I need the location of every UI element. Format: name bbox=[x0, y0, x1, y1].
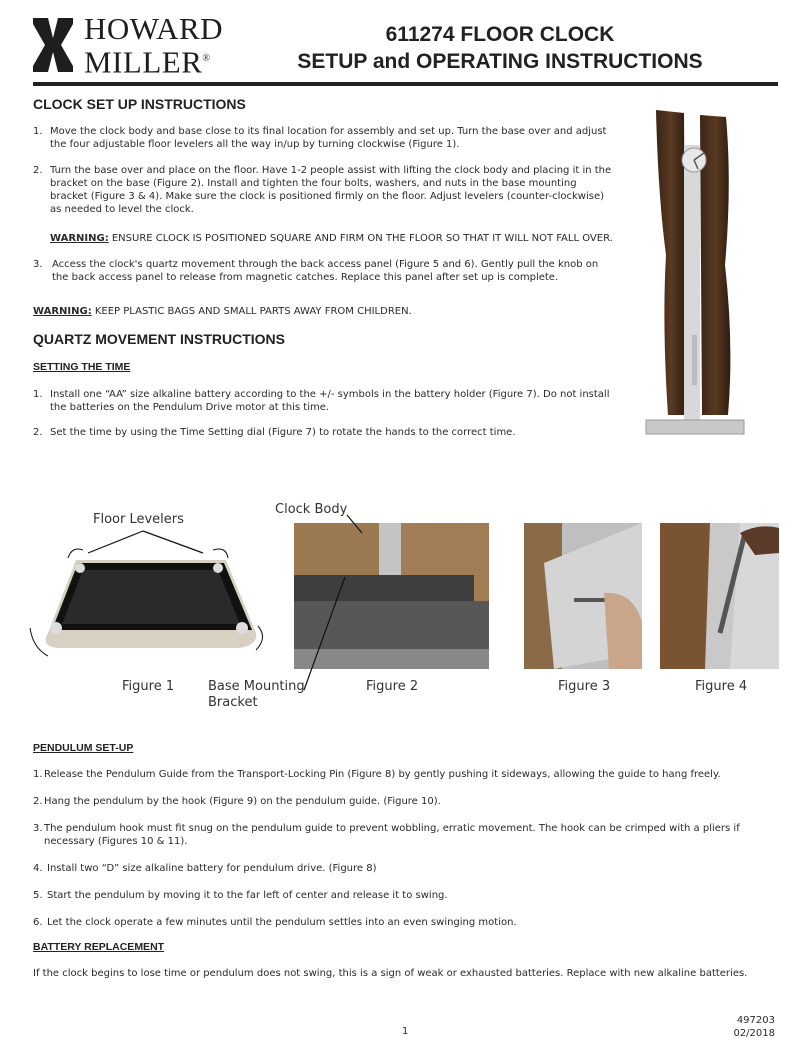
clock-body-label: Clock Body bbox=[275, 502, 348, 517]
list-item: 1. Move the clock body and base close to its final location for assembly and set up. Turn the base over and adjust the four adjustable floor levelers all the way in/up by turning clockwise (Figure 1). bbox=[33, 126, 607, 150]
figure-3-caption: Figure 3 bbox=[558, 679, 611, 694]
pendulum-heading: PENDULUM SET-UP bbox=[33, 742, 134, 754]
quartz-list bbox=[33, 388, 618, 448]
figure-2-caption: Figure 2 bbox=[366, 679, 419, 694]
floor-clock-illustration bbox=[640, 105, 750, 445]
logo-line-1: HOWARD bbox=[84, 11, 224, 46]
setup-heading: CLOCK SET UP INSTRUCTIONS bbox=[33, 96, 246, 112]
document-code: 497203 02/2018 bbox=[733, 1015, 775, 1039]
list-item: 6. Let the clock operate a few minutes until the pendulum settles into an even swinging motion. bbox=[33, 917, 517, 928]
quartz-heading: QUARTZ MOVEMENT INSTRUCTIONS bbox=[33, 331, 285, 347]
setting-time-heading: SETTING THE TIME bbox=[33, 361, 131, 373]
page-number: 1 bbox=[402, 1026, 409, 1037]
setup-warning: WARNING: ENSURE CLOCK IS POSITIONED SQUARE AND FIRM ON THE FLOOR SO THAT IT WILL NOT FALL OVER. bbox=[50, 233, 613, 244]
base-tray-figure bbox=[28, 528, 273, 663]
header-divider bbox=[33, 82, 778, 86]
battery-heading: BATTERY REPLACEMENT bbox=[33, 941, 165, 953]
list-item: 2. Hang the pendulum by the hook (Figure 9) on the pendulum guide. (Figure 10). bbox=[33, 796, 441, 807]
logo-line-2: MILLER® bbox=[84, 44, 211, 80]
bolt-figure-photo bbox=[524, 523, 642, 669]
title-line-2: SETUP and OPERATING INSTRUCTIONS bbox=[297, 50, 703, 73]
figure-4-caption: Figure 4 bbox=[695, 679, 748, 694]
wrench-figure-photo bbox=[660, 523, 779, 669]
list-item: 1. Release the Pendulum Guide from the Transport-Locking Pin (Figure 8) by gently pushing it sideways, allowing the guide to hang freely. bbox=[33, 769, 721, 780]
list-item: 3. The pendulum hook must fit snug on the pendulum guide to prevent wobbling, erratic movement. The hook can be crimped with a pliers if necessary (Figures 10 & 11). bbox=[33, 823, 740, 847]
pendulum-list bbox=[33, 768, 778, 943]
setup-list bbox=[33, 125, 613, 225]
howard-miller-logo-icon bbox=[33, 18, 73, 72]
figure-1-caption: Figure 1 bbox=[122, 679, 175, 694]
list-item: 4. Install two “D” size alkaline battery for pendulum drive. (Figure 8) bbox=[33, 863, 377, 874]
setup-list-cont bbox=[33, 258, 613, 293]
floor-levelers-label: Floor Levelers bbox=[93, 512, 184, 527]
children-warning: WARNING: KEEP PLASTIC BAGS AND SMALL PARTS AWAY FROM CHILDREN. bbox=[33, 306, 412, 317]
list-item: 1. Install one “AA” size alkaline battery according to the +/- symbols in the battery holder (Figure 7). Do not install the batteries on the Pendulum Drive motor at this time. bbox=[33, 389, 610, 413]
list-item: 2. Turn the base over and place on the floor. Have 1-2 people assist with lifting the clock body and placing it in the bracket on the base (Figure 2). Install and tighten the four bolts, washers, and nuts in the base mounting bracket (Figure 3 & 4). Make sure the clock is positioned firmly on the floor. Adjust levelers (counter-clockwise) as needed to level the clock. bbox=[33, 165, 612, 215]
company-logo-text bbox=[84, 11, 224, 80]
title-line-1: 611274 FLOOR CLOCK bbox=[385, 23, 615, 46]
list-item: 2. Set the time by using the Time Setting dial (Figure 7) to rotate the hands to the correct time. bbox=[33, 427, 516, 438]
battery-text: If the clock begins to lose time or pendulum does not swing, this is a sign of weak or exhausted batteries. Replace with new alkaline batteries. bbox=[33, 968, 748, 979]
list-item: 3. Access the clock's quartz movement through the back access panel (Figure 5 and 6). Gently pull the knob on the back access panel to release from magnetic catches. Replace this panel after set up is complete. bbox=[33, 259, 599, 283]
pointer-lines bbox=[290, 505, 380, 695]
base-bracket-label: Base Mounting Bracket bbox=[208, 679, 305, 710]
page-title bbox=[280, 21, 720, 75]
list-item: 5. Start the pendulum by moving it to the far left of center and release it to swing. bbox=[33, 890, 448, 901]
